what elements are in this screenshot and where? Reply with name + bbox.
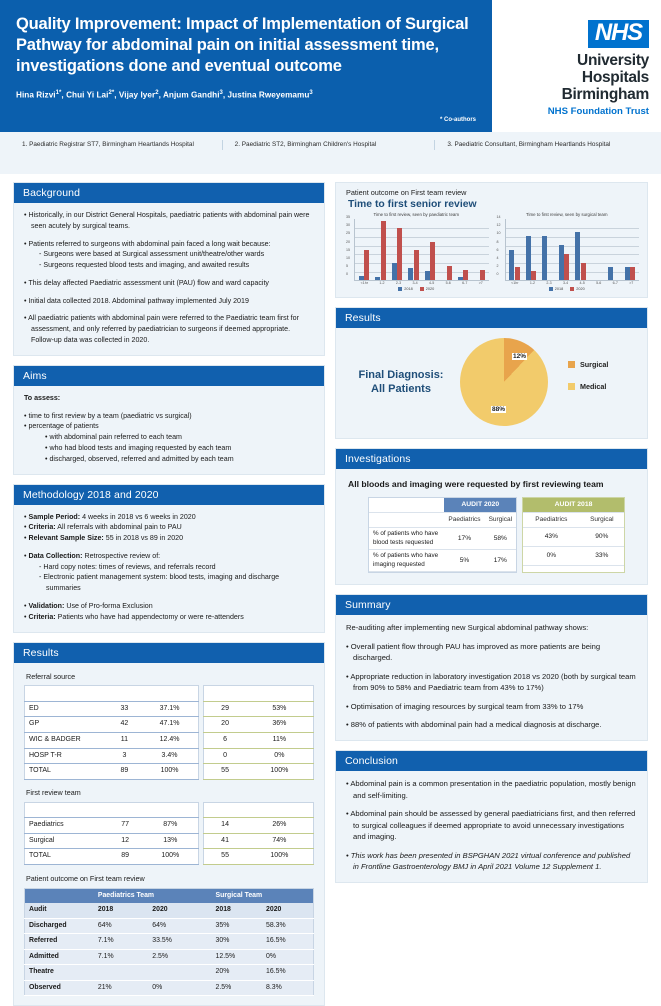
time-to-review-panel bbox=[335, 182, 648, 298]
cell-paed2020: 17% bbox=[444, 528, 484, 550]
cell-label: Referred bbox=[25, 934, 94, 949]
col-blank bbox=[25, 889, 94, 904]
cell-n2020: 33 bbox=[108, 701, 140, 717]
chart-surgical-x-labels bbox=[506, 281, 640, 285]
results-pie-heading: Results bbox=[336, 308, 647, 328]
methodology-dc-item-2: - Electronic patient management system: blood tests, imaging and discharge summaries bbox=[39, 573, 280, 593]
label-criteria-2: Criteria: bbox=[28, 612, 56, 621]
label-criteria: Criteria: bbox=[28, 523, 56, 532]
investigations-2020-table bbox=[369, 498, 516, 572]
table-subheader-row bbox=[523, 513, 624, 528]
cell-paed2020: 64% bbox=[148, 918, 211, 933]
x-tick: 4-5 bbox=[579, 281, 585, 285]
table-row bbox=[25, 949, 314, 964]
trust-name-line1: University Hospitals bbox=[577, 51, 649, 86]
nhs-logo-block bbox=[492, 0, 661, 132]
table-row bbox=[523, 528, 624, 547]
conclusion-item-1: • Abdominal pain is a common presentation in the paediatric population, mostly benign and self-limiting. bbox=[346, 778, 636, 800]
cell-p2020: 100% bbox=[141, 764, 199, 780]
x-tick: 3-4 bbox=[562, 281, 569, 285]
author-list: Hina Rizvi$^{1*}$, Chui Yi Lai$^{2*}$, Vijay Iyer$^2$, Anjum Gandhi$^3$, Justina Rweyemamu$^3$ bbox=[16, 90, 313, 101]
cell-surg2018: 2.5% bbox=[212, 980, 263, 995]
table-row bbox=[204, 748, 314, 764]
pie-chart-area bbox=[336, 328, 647, 438]
charts-row bbox=[336, 210, 647, 297]
page-title: Quality Improvement: Impact of Implementation of Surgical Pathway for abdominal pain on initial assessment time, investigations done and eventual outcome bbox=[16, 15, 469, 75]
label-validation: Validation: bbox=[28, 601, 65, 610]
cell-label: Paediatrics bbox=[25, 818, 109, 834]
trust-name-line2: Birmingham bbox=[561, 86, 649, 104]
cell-n2020: 11 bbox=[108, 733, 140, 749]
summary-lead: Re-auditing after implementing new Surgical abdominal pathway shows: bbox=[346, 623, 589, 633]
cell-n2020: 89 bbox=[108, 849, 142, 865]
table-row bbox=[25, 833, 199, 849]
methodology-dc-item-1: - Hard copy notes: times of reviews, and referrals record bbox=[39, 562, 216, 571]
col-audit-2018: AUDIT 2018 bbox=[523, 498, 624, 513]
x-tick: 2-3 bbox=[395, 281, 402, 285]
col-surgical: Surgical bbox=[485, 513, 516, 528]
results-tables-panel bbox=[13, 642, 325, 1006]
investigations-body bbox=[336, 469, 647, 584]
table-row bbox=[369, 550, 516, 572]
legend-item-2020: 2020 bbox=[420, 287, 434, 291]
chart-paediatric-x-labels bbox=[355, 281, 489, 285]
pie-chart-label bbox=[342, 368, 460, 397]
chart-title: Time to first senior review bbox=[348, 199, 477, 210]
cell-paed2020: 33.5% bbox=[148, 934, 211, 949]
poster-body bbox=[0, 174, 661, 1006]
chart-surgical-title: Time to first review, seen by surgical team bbox=[525, 212, 608, 217]
aims-item-1: • time to first review by a team (paediatric vs surgical) bbox=[24, 411, 192, 420]
col-audit-2018: AUDIT 2018 bbox=[204, 686, 314, 701]
first-review-2020-table bbox=[24, 802, 199, 865]
cell-surg2020: 58.3% bbox=[262, 918, 313, 933]
background-body bbox=[14, 203, 324, 355]
cell-p2020: 100% bbox=[142, 849, 199, 865]
investigations-2018-table bbox=[523, 498, 624, 566]
conclusion-body bbox=[336, 771, 647, 882]
cell-label: TOTAL bbox=[25, 764, 109, 780]
background-panel bbox=[13, 182, 325, 356]
conclusion-panel bbox=[335, 750, 648, 883]
cell-p2018: 100% bbox=[246, 849, 314, 865]
affiliation-1: 1. Paediatric Registrar ST7, Birmingham Heartlands Hospital bbox=[22, 141, 194, 148]
label-data-collection: Data Collection: bbox=[28, 551, 83, 560]
cell-n2018: 55 bbox=[204, 764, 246, 780]
cell-p2018: 11% bbox=[246, 733, 314, 749]
pie-label-line2: All Patients bbox=[371, 383, 431, 395]
background-item-1: • Historically, in our District General Hospitals, paediatric patients with abdominal pain were seen acutely by surgical teams. bbox=[24, 211, 310, 230]
background-item-6: • Initial data collected 2018. Abdominal pathway implemented July 2019 bbox=[24, 296, 249, 305]
col-first-review-team: First review team bbox=[25, 802, 109, 817]
x-tick: <1hr bbox=[511, 281, 519, 285]
summary-item-1: • Overall patient flow through PAU has improved as more patients are being discharged. bbox=[346, 641, 601, 663]
table-row bbox=[25, 818, 199, 834]
table-row bbox=[204, 818, 314, 834]
table-row bbox=[25, 748, 199, 764]
methodology-panel bbox=[13, 484, 325, 633]
col-referral-source: Referral source bbox=[25, 686, 109, 701]
methodology-validation: • Validation: Use of Pro-forma Exclusion bbox=[24, 601, 153, 610]
cell-n2018: 6 bbox=[204, 733, 246, 749]
background-item-3: - Surgeons were based at Surgical assessment unit/theatre/other wards bbox=[39, 250, 265, 259]
table-row bbox=[204, 764, 314, 780]
aims-heading: Aims bbox=[14, 366, 324, 386]
col-audit-2020: AUDIT 2020 bbox=[444, 498, 516, 513]
col-audit-2020: AUDIT 2020 bbox=[108, 802, 199, 817]
cell-label: Discharged bbox=[25, 918, 94, 933]
cell-label: WIC & BADGER bbox=[25, 733, 109, 749]
label-sample-size: Relevant Sample Size: bbox=[28, 534, 104, 543]
table-row bbox=[25, 733, 199, 749]
cell-surg2018: 30% bbox=[212, 934, 263, 949]
trust-name bbox=[506, 52, 649, 103]
x-tick: 1-2 bbox=[529, 281, 536, 285]
cell-surg2018: 90% bbox=[580, 528, 624, 547]
trust-subtitle: NHS Foundation Trust bbox=[547, 106, 649, 118]
chart-paediatric-title: Time to first review, seen by paediatric team bbox=[373, 212, 459, 217]
table-row bbox=[204, 833, 314, 849]
summary-item-4: • 88% of patients with abdominal pain had a medical diagnosis at discharge. bbox=[346, 720, 602, 730]
x-tick: 1-2 bbox=[379, 281, 385, 285]
summary-item-2: • Appropriate reduction in laboratory investigation 2018 vs 2020 (both by surgical team from 90% to 58% and Paediatric team from 43% to 17%) bbox=[346, 671, 636, 693]
col-audit-2018: AUDIT 2018 bbox=[204, 802, 314, 817]
cell-audit-label: Audit bbox=[25, 903, 94, 918]
cell-label: % of patients who have imaging requested bbox=[369, 550, 444, 572]
value-criteria-2: Patients who have had appendectomy or were re-attenders bbox=[57, 612, 244, 621]
cell-surg2020: 0% bbox=[262, 949, 313, 964]
referral-source-caption: Referral source bbox=[26, 671, 76, 681]
patient-outcome-caption: Patient outcome on First team review bbox=[26, 874, 145, 884]
cell-label: Admitted bbox=[25, 949, 94, 964]
methodology-heading: Methodology 2018 and 2020 bbox=[14, 485, 324, 505]
legend-item-2018: 2018 bbox=[398, 287, 412, 291]
poster-header bbox=[0, 0, 661, 132]
cell-paed2018: 7.1% bbox=[94, 934, 148, 949]
affiliation-3: 3. Paediatric Consultant, Birmingham Heartlands Hospital bbox=[434, 140, 647, 150]
value-validation: Use of Pro-forma Exclusion bbox=[66, 601, 153, 610]
aims-body bbox=[14, 386, 324, 474]
col-surgical-team: Surgical Team bbox=[212, 889, 314, 904]
patient-outcome-table bbox=[24, 888, 314, 996]
cell-p2020: 3.4% bbox=[141, 748, 199, 764]
swatch-surgical-icon bbox=[568, 361, 575, 368]
aims-item-2: • percentage of patients bbox=[24, 422, 99, 431]
header-title-block bbox=[0, 0, 492, 132]
conclusion-note: • This work has been presented in BSPGHAN 2021 virtual conference and published in Frontline Gastroenterology BMJ in April 2021 Volume 12 Supplement 1. bbox=[346, 850, 631, 872]
x-tick: >7 bbox=[478, 281, 483, 285]
results-pie-panel bbox=[335, 307, 648, 439]
cell-label: % of patients who have blood tests requested bbox=[369, 528, 444, 550]
cell-surg2018: 33% bbox=[580, 547, 624, 566]
col-paediatrics: Paediatrics bbox=[444, 513, 484, 528]
cell-paed-2018: 2018 bbox=[94, 903, 148, 918]
cell-n2018: 41 bbox=[204, 833, 246, 849]
cell-label: Surgical bbox=[25, 833, 109, 849]
x-tick: 6-7 bbox=[612, 281, 618, 285]
chart-section-label: Patient outcome on First team review bbox=[346, 188, 467, 197]
pie-value-medical: 88% bbox=[492, 406, 506, 413]
table-header-row bbox=[369, 498, 516, 513]
table-row bbox=[204, 849, 314, 865]
x-tick: 5-6 bbox=[596, 281, 602, 285]
background-item-2: • Patients referred to surgeons with abdominal pain faced a long wait because: bbox=[24, 239, 271, 248]
table-row bbox=[369, 528, 516, 550]
coauthor-note: * Co-authors bbox=[440, 117, 476, 123]
x-tick: 2-3 bbox=[546, 281, 552, 285]
aims-item-5: • discharged, observed, referred and admitted by each team bbox=[45, 454, 234, 463]
cell-p2020: 13% bbox=[142, 833, 199, 849]
table-header-row bbox=[25, 889, 314, 904]
table-row bbox=[204, 701, 314, 717]
cell-surg2020: 16.5% bbox=[262, 965, 313, 980]
aims-item-4: • who had blood tests and imaging requested by each team bbox=[45, 443, 232, 452]
background-item-4: - Surgeons requested blood tests and imaging, and awaited results bbox=[39, 261, 250, 270]
legend-item-2020: 2020 bbox=[570, 287, 584, 291]
cell-n2020: 42 bbox=[108, 717, 140, 733]
cell-paed2018: 43% bbox=[523, 528, 580, 547]
table-subheader-row bbox=[25, 903, 314, 918]
cell-surg2018: 20% bbox=[212, 965, 263, 980]
cell-n2020: 77 bbox=[108, 818, 142, 834]
cell-surg2020: 17% bbox=[485, 550, 516, 572]
x-tick: 4-5 bbox=[429, 281, 435, 285]
cell-surg2020: 8.3% bbox=[262, 980, 313, 995]
cell-surg-2020: 2020 bbox=[262, 903, 313, 918]
cell-p2018: 36% bbox=[246, 717, 314, 733]
pie-legend bbox=[568, 360, 608, 404]
aims-lead: To assess: bbox=[24, 393, 61, 402]
col-paediatrics: Paediatrics bbox=[523, 513, 580, 528]
table-row bbox=[25, 918, 314, 933]
col-audit-2020: AUDIT 2020 bbox=[108, 686, 199, 701]
table-row bbox=[523, 547, 624, 566]
background-item-7: • All paediatric patients with abdominal pain were referred to the Paediatric team first for assessment, and only referred by paediatrician to surgeons if deemed appropriate. Follow-up data was collected in 2020. bbox=[24, 314, 299, 345]
cell-paed2018: 7.1% bbox=[94, 949, 148, 964]
pie-legend-medical-label: Medical bbox=[580, 382, 607, 391]
cell-paed2020: 5% bbox=[444, 550, 484, 572]
cell-p2020: 47.1% bbox=[141, 717, 199, 733]
affiliations-bar bbox=[0, 132, 661, 174]
table-row bbox=[25, 764, 199, 780]
methodology-sample-size: • Relevant Sample Size: 55 in 2018 vs 89 in 2020 bbox=[24, 534, 184, 543]
cell-label: Theatre bbox=[25, 965, 94, 980]
cell-label: TOTAL bbox=[25, 849, 109, 865]
chart-paediatric-bars bbox=[356, 219, 488, 280]
col-surgical: Surgical bbox=[580, 513, 624, 528]
cell-n2018: 55 bbox=[204, 849, 246, 865]
first-review-2018-table bbox=[203, 802, 314, 865]
cell-label: Observed bbox=[25, 980, 94, 995]
cell-n2018: 20 bbox=[204, 717, 246, 733]
chart-surgical-bars bbox=[507, 219, 639, 280]
table-header-row bbox=[25, 686, 199, 701]
cell-surg2020: 16.5% bbox=[262, 934, 313, 949]
pie-value-surgical: 12% bbox=[513, 353, 527, 360]
x-tick: 3-4 bbox=[412, 281, 418, 285]
cell-paed2018 bbox=[94, 965, 148, 980]
table-header-row bbox=[523, 498, 624, 513]
table-row bbox=[25, 934, 314, 949]
methodology-body bbox=[14, 505, 324, 632]
investigations-heading: Investigations bbox=[336, 449, 647, 469]
table-row bbox=[25, 717, 199, 733]
table-row bbox=[204, 717, 314, 733]
table-subheader-row bbox=[369, 513, 516, 528]
cell-p2018: 100% bbox=[246, 764, 314, 780]
cell-paed2020 bbox=[148, 965, 211, 980]
investigations-panel bbox=[335, 448, 648, 585]
cell-paed-2020: 2020 bbox=[148, 903, 211, 918]
methodology-data-collection: • Data Collection: Retrospective review of: bbox=[24, 551, 161, 560]
table-row bbox=[25, 701, 199, 717]
cell-paed2018: 21% bbox=[94, 980, 148, 995]
pie-legend-surgical-label: Surgical bbox=[580, 360, 609, 369]
aims-item-3: • with abdominal pain referred to each team bbox=[45, 433, 182, 442]
cell-surg2020: 58% bbox=[485, 528, 516, 550]
table-header-row bbox=[25, 802, 199, 817]
x-tick: 6-7 bbox=[462, 281, 468, 285]
results-tables-heading: Results bbox=[14, 643, 324, 663]
results-tables-body bbox=[14, 663, 324, 1006]
cell-paed2020: 0% bbox=[148, 980, 211, 995]
cell-p2020: 87% bbox=[142, 818, 199, 834]
cell-label: HOSP T-R bbox=[25, 748, 109, 764]
affiliation-2: 2. Paediatric ST2, Birmingham Children's Hospital bbox=[222, 140, 435, 150]
cell-n2018: 29 bbox=[204, 701, 246, 717]
summary-item-3: • Optimisation of imaging resources by surgical team from 33% to 17% bbox=[346, 701, 584, 711]
cell-paed2018: 0% bbox=[523, 547, 580, 566]
value-sample-period: 4 weeks in 2018 vs 6 weeks in 2020 bbox=[82, 512, 196, 521]
nhs-logo: NHS bbox=[588, 20, 649, 48]
cell-n2018: 0 bbox=[204, 748, 246, 764]
cell-n2020: 12 bbox=[108, 833, 142, 849]
summary-heading: Summary bbox=[336, 595, 647, 615]
cell-label: ED bbox=[25, 701, 109, 717]
right-column bbox=[335, 182, 648, 1006]
methodology-criteria: • Criteria: All referrals with abdominal pain to PAU bbox=[24, 523, 182, 532]
y-axis-labels: 35 30 25 20 15 10 5 0 bbox=[346, 215, 350, 277]
chart-paediatric-plot bbox=[346, 215, 489, 281]
pie-label-line1: Final Diagnosis: bbox=[358, 368, 444, 381]
value-data-collection: Retrospective review of: bbox=[84, 551, 161, 560]
table-header-row bbox=[204, 686, 314, 701]
table-row bbox=[25, 965, 314, 980]
value-sample-size: 55 in 2018 vs 89 in 2020 bbox=[105, 534, 184, 543]
cell-p2018: 0% bbox=[246, 748, 314, 764]
cell-p2018: 53% bbox=[246, 701, 314, 717]
table-row bbox=[25, 849, 199, 865]
pie-legend-medical bbox=[568, 382, 608, 391]
final-diagnosis-pie bbox=[460, 338, 548, 426]
legend-item-2018: 2018 bbox=[549, 287, 563, 291]
pie-legend-surgical bbox=[568, 360, 608, 369]
conclusion-item-2: • Abdominal pain should be assessed by general paediatricians first, and then referred to surgical colleagues if deemed appropriate to avoid unnecessary investigations and imaging. bbox=[346, 809, 636, 842]
value-criteria: All referrals with abdominal pain to PAU bbox=[57, 523, 182, 532]
cell-surg2018: 35% bbox=[212, 918, 263, 933]
first-review-team-caption: First review team bbox=[26, 787, 81, 797]
cell-surg-2018: 2018 bbox=[212, 903, 263, 918]
aims-panel bbox=[13, 365, 325, 475]
chart-surgical-plot bbox=[496, 215, 640, 281]
table-row bbox=[204, 733, 314, 749]
referral-source-table bbox=[24, 685, 314, 779]
cell-label: GP bbox=[25, 717, 109, 733]
y-axis-labels: 14 12 10 8 6 4 2 0 bbox=[496, 215, 501, 277]
x-tick: 5-6 bbox=[445, 281, 451, 285]
methodology-sample-period: • Sample Period: 4 weeks in 2018 vs 6 weeks in 2020 bbox=[24, 512, 196, 521]
chart-surgical-team bbox=[495, 212, 640, 291]
table-header-row bbox=[204, 802, 314, 817]
cell-surg2018: 12.5% bbox=[212, 949, 263, 964]
summary-panel bbox=[335, 594, 648, 741]
cell-n2018: 14 bbox=[204, 818, 246, 834]
cell-n2020: 89 bbox=[108, 764, 140, 780]
cell-paed2020: 2.5% bbox=[148, 949, 211, 964]
cell-p2018: 74% bbox=[246, 833, 314, 849]
chart-paediatric-legend bbox=[344, 287, 489, 291]
referral-source-2018-table bbox=[203, 685, 314, 779]
investigations-tables bbox=[346, 497, 637, 573]
cell-p2018: 26% bbox=[246, 818, 314, 834]
chart-surgical-legend bbox=[495, 287, 640, 291]
referral-source-2020-table bbox=[24, 685, 199, 779]
background-item-5: • This delay affected Paediatric assessment unit (PAU) flow and ward capacity bbox=[24, 278, 269, 287]
x-tick: <1hr bbox=[360, 281, 368, 285]
investigations-subtitle: All bloods and imaging were requested by first reviewing team bbox=[348, 479, 604, 489]
cell-paed2018: 64% bbox=[94, 918, 148, 933]
cell-n2020: 3 bbox=[108, 748, 140, 764]
cell-p2020: 37.1% bbox=[141, 701, 199, 717]
cell-p2020: 12.4% bbox=[141, 733, 199, 749]
conclusion-heading: Conclusion bbox=[336, 751, 647, 771]
first-review-team-table bbox=[24, 802, 314, 865]
swatch-medical-icon bbox=[568, 383, 575, 390]
table-row bbox=[25, 980, 314, 995]
summary-body bbox=[336, 615, 647, 740]
left-column bbox=[13, 182, 325, 1006]
methodology-criteria-2: • Criteria: Patients who have had appendectomy or were re-attenders bbox=[24, 612, 244, 621]
x-tick: >7 bbox=[629, 281, 634, 285]
col-paediatrics-team: Paediatrics Team bbox=[94, 889, 212, 904]
background-heading: Background bbox=[14, 183, 324, 203]
label-sample-period: Sample Period: bbox=[28, 512, 81, 521]
chart-paediatric-team bbox=[344, 212, 489, 291]
